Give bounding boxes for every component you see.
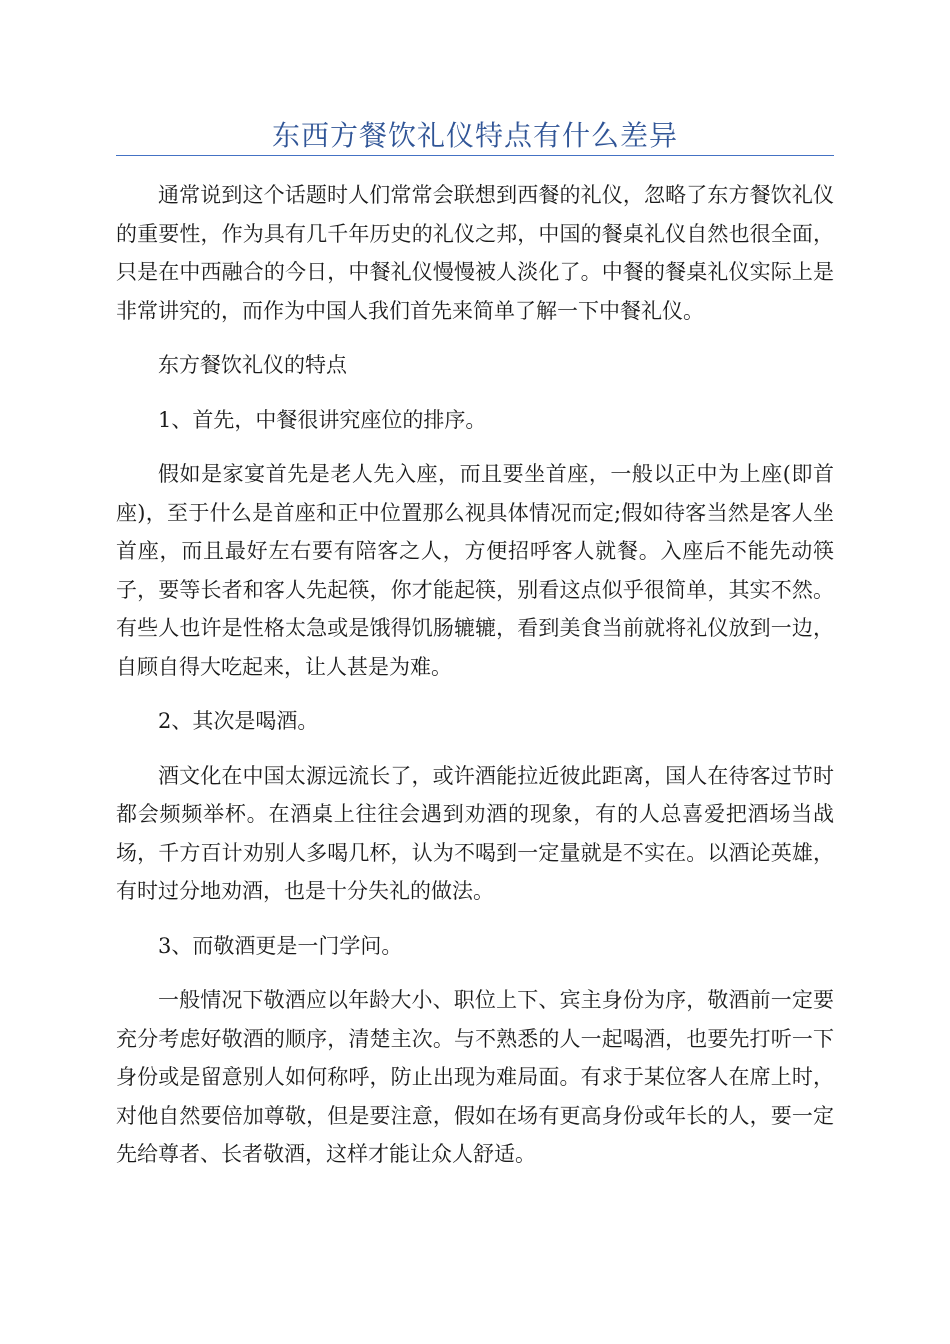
- point-2-heading: 2、其次是喝酒。: [158, 709, 319, 733]
- document-title: 东西方餐饮礼仪特点有什么差异: [271, 119, 678, 152]
- point-1-heading: 1、首先，中餐很讲究座位的排序。: [158, 407, 487, 432]
- point-3-heading: 3、而敬酒更是一门学问。: [158, 933, 403, 958]
- paragraph-intro: 通常说到这个话题时人们常常会联想到西餐的礼仪，忽略了东方餐饮礼仪的重要性，作为具有几千年历史的礼仪之邦，中国的餐桌礼仪自然也很全面，只是在中西融合的今日，中餐礼仪慢慢被人淡化了。中餐的餐桌礼仪实际上是非常讲究的，而作为中国人我们首先来简单了解一下中餐礼仪。: [116, 183, 834, 323]
- point-1-body: 假如是家宴首先是老人先入座，而且要坐首座，一般以正中为上座(即首座)，至于什么是首座和正中位置那么视具体情况而定;假如待客当然是客人坐首座，而且最好左右要有陪客之人，方便招呼客人就餐。入座后不能先动筷子，要等长者和客人先起筷，你才能起筷，别看这点似乎很简单，其实不然。有些人也许是性格太急或是饿得饥肠辘辘，看到美食当前就将礼仪放到一边，自顾自得大吃起来，让人甚是为难。: [116, 462, 834, 679]
- title-underline: [116, 155, 834, 156]
- point-2-body: 酒文化在中国太源远流长了，或许酒能拉近彼此距离，国人在待客过节时都会频频举杯。在酒桌上往往会遇到劝酒的现象，有的人总喜爱把酒场当战场，千方百计劝别人多喝几杯，认为不喝到一定量就是不实在。以酒论英雄，有时过分地劝酒，也是十分失礼的做法。: [116, 763, 834, 903]
- section-heading-eastern-etiquette: 东方餐饮礼仪的特点: [158, 353, 347, 377]
- point-3-body: 一般情况下敬酒应以年龄大小、职位上下、宾主身份为序，敬酒前一定要充分考虑好敬酒的顺序，清楚主次。与不熟悉的人一起喝酒，也要先打听一下身份或是留意别人如何称呼，防止出现为难局面。有求于某位客人在席上时，对他自然要倍加尊敬，但是要注意，假如在场有更高身份或年长的人，要一定先给尊者、长者敬酒，这样才能让众人舒适。: [116, 988, 834, 1166]
- document-body: [116, 176, 834, 1190]
